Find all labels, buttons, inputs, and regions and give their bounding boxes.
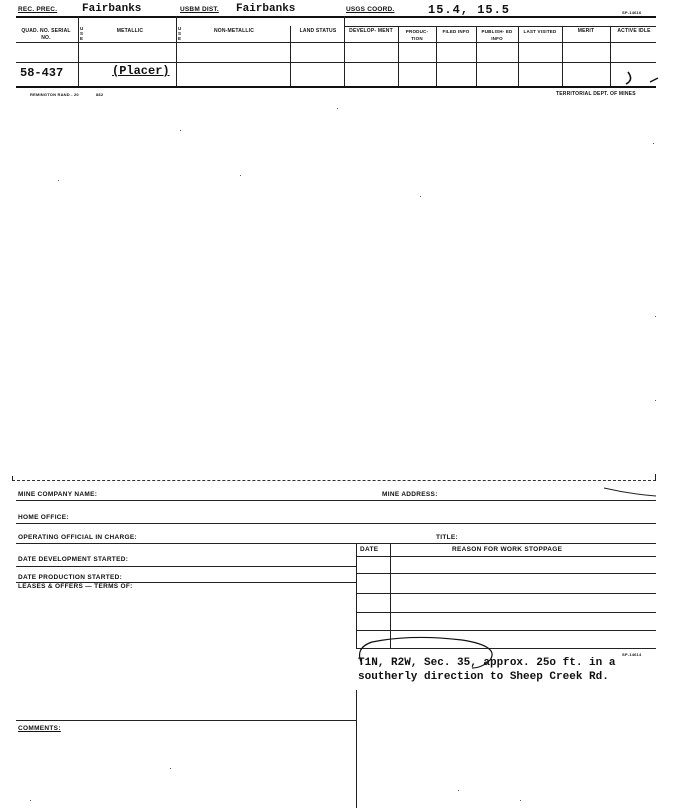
- pencil-curve-mark: [600, 484, 660, 504]
- col-production: PRODUC- TION: [405, 29, 429, 41]
- hand-drawn-circle: [352, 634, 512, 670]
- title-label: TITLE:: [436, 534, 459, 541]
- form-number-top: SP-14616: [622, 10, 642, 15]
- usgs-coord-value: 15.4, 15.5: [428, 3, 511, 17]
- home-office-label: HOME OFFICE:: [18, 514, 69, 521]
- col-quad-serial: [18, 28, 74, 42]
- reason-header: REASON FOR WORK STOPPAGE: [452, 546, 563, 553]
- col-last-visited: LAST VISITED: [523, 29, 557, 34]
- territorial-label: TERRITORIAL DEPT. OF MINES: [556, 91, 636, 97]
- date-development-label: DATE DEVELOPMENT STARTED:: [18, 556, 129, 563]
- usbm-dist-value: Fairbanks: [236, 3, 296, 15]
- record-number: 58-437: [20, 66, 64, 80]
- col-land-status: LAND STATUS: [299, 28, 337, 34]
- comments-label: COMMENTS:: [18, 725, 61, 732]
- col-serial: SERIAL NO.: [41, 28, 71, 41]
- active-idle-mark: [620, 66, 660, 88]
- mine-address-label: MINE ADDRESS:: [382, 491, 438, 498]
- leases-label: LEASES & OFFERS — TERMS OF:: [18, 583, 133, 590]
- location-line-2: southerly direction to Sheep Creek Rd.: [358, 671, 609, 683]
- form-number-bottom: SP-14614: [622, 652, 642, 657]
- location-line-1: T1N, R2W, Sec. 35, approx. 25o ft. in a: [358, 657, 616, 669]
- mine-company-label: MINE COMPANY NAME:: [18, 491, 98, 498]
- col-use-1: U S E: [80, 26, 84, 41]
- col-merit: MERIT: [577, 28, 595, 34]
- col-metallic: METALLIC: [116, 28, 144, 34]
- col-non-metallic: NON-METALLIC: [213, 28, 255, 34]
- remington-label: REMINGTON RAND - 20: [30, 92, 79, 97]
- date-header: DATE: [360, 546, 379, 553]
- rec-prec-value: Fairbanks: [82, 3, 142, 15]
- col-active-idle: ACTIVE IDLE: [617, 28, 651, 34]
- usgs-coord-label: USGS COORD.: [346, 6, 395, 13]
- col-quad: QUAD. NO.: [21, 28, 50, 34]
- record-metallic: (Placer): [112, 64, 170, 78]
- date-production-label: DATE PRODUCTION STARTED:: [18, 574, 123, 581]
- col-filed-info: FILED INFO: [442, 29, 470, 34]
- col-use-2: U S E: [178, 26, 182, 41]
- operating-official-label: OPERATING OFFICIAL IN CHARGE:: [18, 534, 137, 541]
- rec-prec-label: REC. PREC.: [18, 6, 58, 13]
- remington-code: 882: [96, 92, 104, 97]
- col-development: DEVELOP- MENT: [349, 28, 393, 34]
- usbm-dist-label: USBM DIST.: [180, 6, 219, 13]
- col-published-info: PUBLISH- ED INFO: [481, 29, 513, 41]
